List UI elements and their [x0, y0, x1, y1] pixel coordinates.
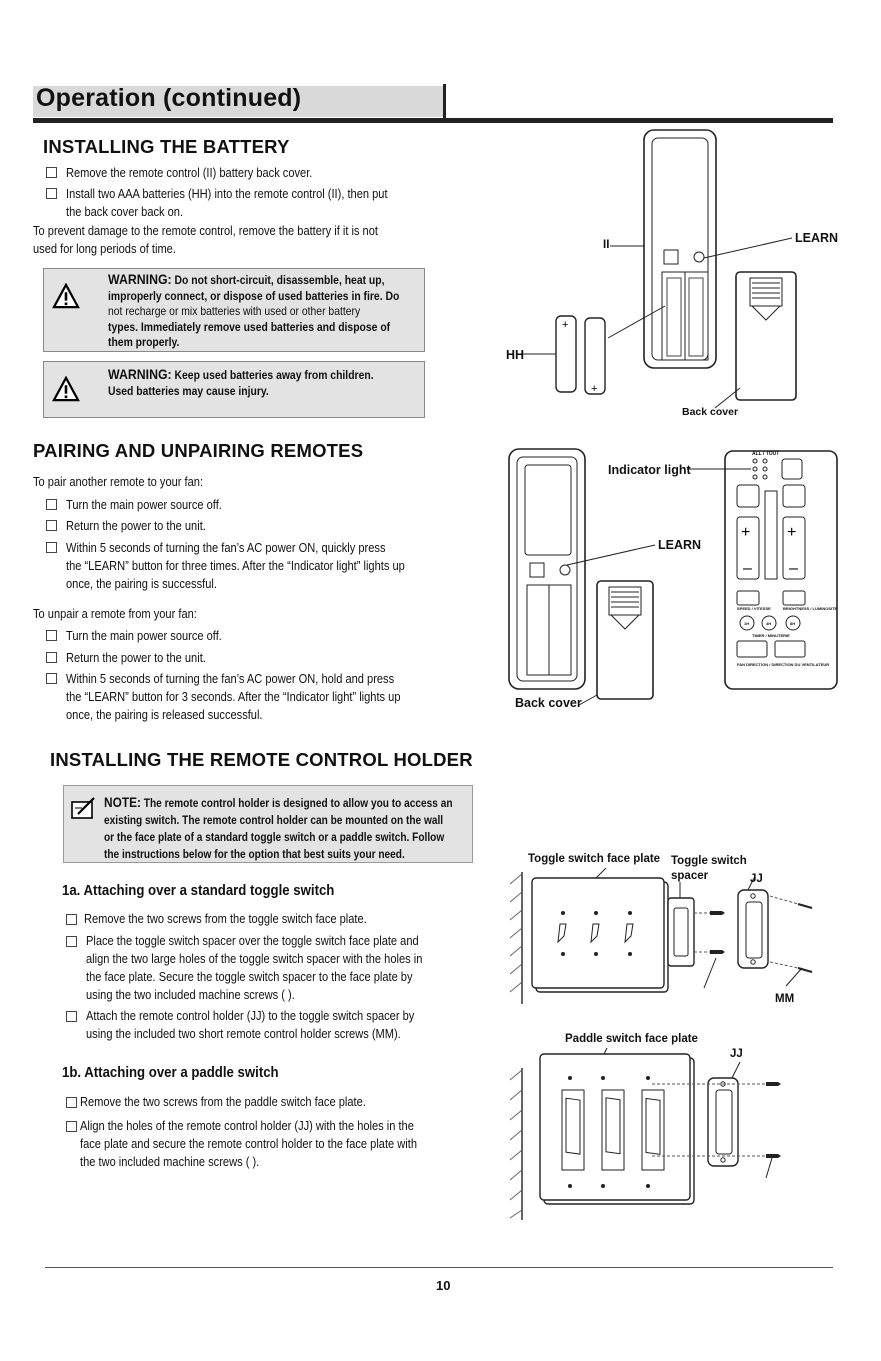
unpair-step-1: Turn the main power source off. — [66, 629, 222, 643]
label-toggle-face-plate: Toggle switch face plate — [528, 853, 661, 865]
step-1b-2c: the two included machine screws ( ). — [80, 1155, 260, 1169]
page-number: 10 — [436, 1278, 451, 1293]
svg-text:+: + — [562, 319, 569, 331]
step-1a-1: Remove the two screws from the toggle switch face plate. — [84, 912, 367, 926]
note-box — [63, 785, 473, 863]
checkbox-bullet — [46, 520, 57, 531]
unpair-step-3b: the “LEARN” button for 3 seconds. After the “Indicator light” lights up — [66, 690, 401, 704]
remote-timer-3: 8H — [790, 621, 796, 626]
warning-2-line1: Keep used batteries away from children. — [174, 368, 374, 382]
label-toggle-spacer-1: Toggle switch — [671, 855, 747, 867]
step-1a-3a: Attach the remote control holder (JJ) to the toggle switch spacer by — [86, 1009, 415, 1023]
remote-timer-1: 1H — [744, 621, 750, 626]
step-1a-2b: align the two large holes of the toggle switch spacer with the holes in — [86, 952, 423, 966]
unpair-intro: To unpair a remote from your fan: — [33, 607, 197, 621]
toggle-switch-figure — [508, 868, 838, 1013]
battery-heading: INSTALLING THE BATTERY — [43, 136, 290, 157]
page-title: Operation (continued) — [36, 84, 302, 112]
remote-timer-2: 4H — [766, 621, 772, 626]
pair-step-3a: Within 5 seconds of turning the fan’s AC power ON, quickly press — [66, 541, 386, 555]
warning-1-line4: types. Immediately remove used batteries and dispose of — [108, 319, 391, 334]
battery-step-2-cont: the back cover back on. — [66, 205, 184, 219]
remote-all-off-label: ALL / TOUT — [752, 451, 780, 457]
battery-para-line2: used for long periods of time. — [33, 242, 176, 256]
subheading-1a: 1a. Attaching over a standard toggle switch — [62, 882, 335, 899]
paddle-switch-figure — [508, 1048, 808, 1226]
svg-text:+: + — [591, 383, 598, 395]
pair-step-2: Return the power to the unit. — [66, 519, 206, 533]
label-learn: LEARN — [795, 231, 839, 245]
pair-step-3b: the “LEARN” button for three times. After the “Indicator light” lights up — [66, 559, 405, 573]
svg-text:+: + — [741, 524, 751, 541]
checkbox-bullet — [66, 1097, 77, 1108]
note-line1: The remote control holder is designed to allow you to access an — [143, 798, 453, 810]
checkbox-bullet — [46, 673, 57, 684]
label-mm: MM — [775, 993, 795, 1005]
battery-install-figure — [500, 128, 850, 423]
subheading-1b: 1b. Attaching over a paddle switch — [62, 1064, 279, 1081]
pair-step-3c: once, the pairing is successful. — [66, 577, 217, 591]
note-text — [104, 794, 453, 864]
checkbox-bullet — [46, 630, 57, 641]
checkbox-bullet — [66, 1011, 77, 1022]
note-line4: the instructions below for the option that best suits your need. — [104, 849, 405, 861]
battery-step-1: Remove the remote control (II) battery back cover. — [66, 166, 313, 180]
checkbox-bullet — [66, 936, 77, 947]
label-jj: JJ — [750, 873, 763, 885]
remote-fan-direction-label: FAN DIRECTION / DIRECTION DU VENTILATEUR — [737, 662, 830, 667]
checkbox-bullet — [66, 1121, 77, 1132]
header-rule — [33, 118, 833, 123]
warning-1-line2: improperly connect, or dispose of used batteries in fire. Do — [108, 288, 400, 303]
label-indicator-light: Indicator light — [608, 463, 691, 477]
note-line3: or the face plate of a standard toggle switch or a paddle switch. Follow — [104, 832, 445, 844]
warning-1-label: WARNING: — [108, 271, 172, 287]
warning-1-line5: them properly. — [108, 335, 180, 349]
label-back-cover-2: Back cover — [515, 696, 582, 710]
pair-intro: To pair another remote to your fan: — [33, 475, 204, 489]
step-1b-2b: face plate and secure the remote control holder to the face plate with — [80, 1137, 417, 1151]
pairing-figure — [505, 445, 845, 715]
step-1a-3b: using the included two short remote control holder screws (MM). — [86, 1027, 401, 1041]
step-1a-2a: Place the toggle switch spacer over the toggle switch face plate and — [86, 934, 419, 948]
unpair-step-3a: Within 5 seconds of turning the fan’s AC power ON, hold and press — [66, 672, 395, 686]
label-hh: HH — [506, 348, 525, 362]
warning-box-batteries — [43, 268, 425, 352]
checkbox-bullet — [46, 652, 57, 663]
warning-icon — [52, 283, 80, 309]
remote-bright-label: BRIGHTNESS / LUMINOSITE — [783, 606, 838, 611]
warning-1-text — [108, 272, 399, 351]
checkbox-bullet — [46, 188, 57, 199]
pair-step-1: Turn the main power source off. — [66, 498, 222, 512]
warning-box-children — [43, 361, 425, 418]
footer-rule — [45, 1267, 833, 1268]
note-label: NOTE: — [104, 795, 141, 810]
step-1b-1: Remove the two screws from the paddle switch face plate. — [80, 1095, 366, 1109]
checkbox-bullet — [46, 499, 57, 510]
checkbox-bullet — [66, 914, 77, 925]
unpair-step-3c: once, the pairing is released successful. — [66, 708, 263, 722]
warning-2-label: WARNING: — [108, 366, 172, 382]
header-divider — [443, 84, 446, 120]
remote-timer-label: TIMER / MINUTERIE — [752, 633, 790, 638]
svg-text:–: – — [743, 560, 752, 577]
svg-text:+: + — [787, 524, 797, 541]
svg-text:–: – — [789, 560, 798, 577]
note-line2: existing switch. The remote control holder can be mounted on the wall — [104, 815, 444, 827]
label-paddle-face-plate: Paddle switch face plate — [565, 1033, 698, 1045]
step-1b-2a: Align the holes of the remote control holder (JJ) with the holes in the — [80, 1119, 414, 1133]
label-ii: II — [603, 239, 610, 251]
warning-2-text — [108, 367, 374, 399]
step-1a-2c: the face plate. Secure the toggle switch spacer to the face plate by — [86, 970, 413, 984]
remote-speed-label: SPEED / VITESSE — [737, 606, 771, 611]
warning-1-line1: Do not short-circuit, disassemble, heat up, — [174, 273, 385, 287]
warning-2-line2: Used batteries may cause injury. — [108, 383, 269, 398]
label-jj-2: JJ — [730, 1048, 743, 1060]
label-toggle-spacer-2: spacer — [671, 870, 709, 882]
checkbox-bullet — [46, 167, 57, 178]
note-pencil-icon — [70, 796, 98, 822]
checkbox-bullet — [46, 542, 57, 553]
label-learn-2: LEARN — [658, 538, 702, 552]
label-back-cover: Back cover — [682, 406, 739, 418]
warning-icon — [52, 376, 80, 402]
unpair-step-2: Return the power to the unit. — [66, 651, 206, 665]
step-1a-2d: using the two included machine screws ( ). — [86, 988, 295, 1002]
holder-heading: INSTALLING THE REMOTE CONTROL HOLDER — [50, 749, 473, 770]
pairing-heading: PAIRING AND UNPAIRING REMOTES — [33, 440, 364, 461]
battery-para-line1: To prevent damage to the remote control, remove the battery if it is not — [33, 224, 378, 238]
battery-step-2: Install two AAA batteries (HH) into the remote control (II), then put — [66, 187, 388, 201]
warning-1-line3: not recharge or mix batteries with used or other battery — [108, 304, 361, 318]
